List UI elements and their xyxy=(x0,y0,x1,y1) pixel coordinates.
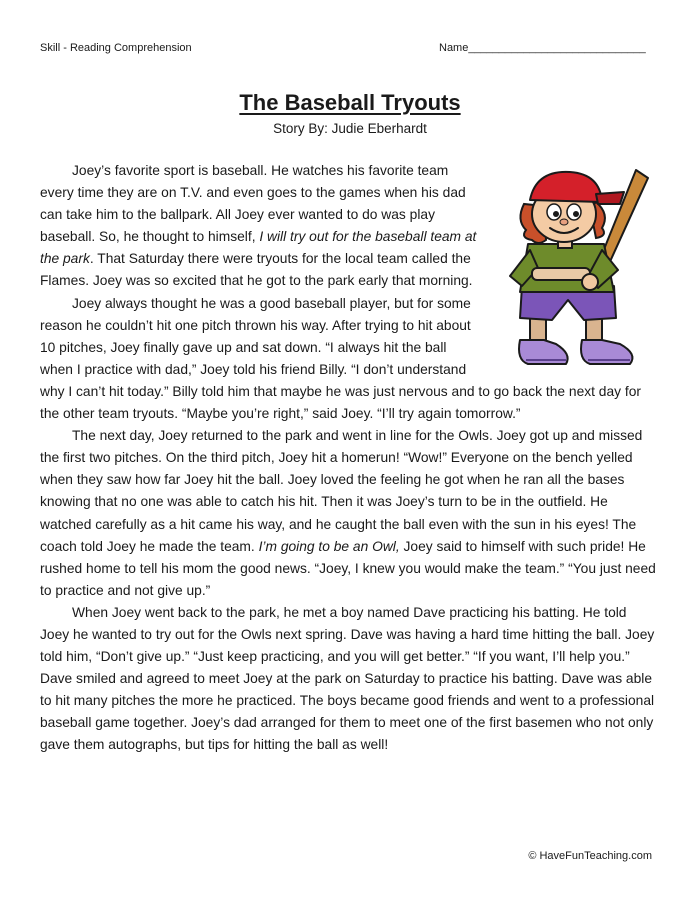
story-text: Joey said to himself with such pride! He rushed home to tell his mom the good news. “Joey, I knew you would make the team.” “You just need to practice and not give up.” xyxy=(40,538,656,598)
story-thought-italic: I will try out for the baseball team at the park xyxy=(40,229,477,267)
story-body xyxy=(40,160,656,757)
story-text: The next day, Joey returned to the park and went in line for the Owls. Joey got up and missed the first two pitches. On the third pitch, Joey hit a homerun! “Wow!” Everyone on the bench yelled when they saw how far Joey hit the ball. Joey loved the feeling he got when he ran all the bases knowing that no one was able to catch his hit. Then it was Joey’s turn to be in the outfield. He watched carefully as a hit came his way, and he caught the ball even with the sun in his eyes! The coach told Joey he made the team. xyxy=(40,428,643,554)
name-field-label: Name_____________________________ xyxy=(439,42,646,54)
story-text: . That Saturday there were tryouts for the local team called the Flames. Joey was so excited that he got to the park early that morning. xyxy=(40,251,473,289)
story-paragraph: When Joey went back to the park, he met a boy named Dave practicing his batting. He told Joey he wanted to try out for the Owls next spring. Dave was having a hard time hitting the ball. Joey told him, “Don’t give up.” “Just keep practicing, and you will get better.” “If you want, I’ll help you.” Dave smiled and agreed to meet Joey at the park on Saturday to practice his batting. Dave was able to hit many pitches the more he practiced. The boys became good friends and went to a professional baseball game together. Joey’s dad arranged for them to meet one of the first basemen who not only gave them autographs, but tips for hitting the ball as well! xyxy=(40,604,655,753)
baseball-player-illustration xyxy=(486,164,664,372)
story-paragraph: Joey always thought he was a good baseball player, but for some reason he couldn’t hit one pitch thrown his way. After trying to hit about 10 pitches, Joey finally gave up and sat down. “I always hit the ball when I practice with dad,” Joey told his friend Billy. “I don’t understand why I can’t hit today.” Billy told him that maybe he was just nervous and to go back the next day for the other team tryouts. “Maybe you’re right,” said Joey. “I’ll try again tomorrow.” xyxy=(40,295,641,422)
story-text: Joey’s favorite sport is baseball. He watches his favorite team every time they are on T.V. and even goes to the games when his dad can take him to the ballpark. All Joey ever wanted to do was play baseball. So, he thought to himself, xyxy=(40,163,466,245)
copyright-footer: © HaveFunTeaching.com xyxy=(528,850,652,862)
story-title: The Baseball Tryouts xyxy=(239,90,461,115)
story-thought-italic: I’m going to be an Owl, xyxy=(258,538,400,554)
skill-label: Skill - Reading Comprehension xyxy=(40,42,192,54)
story-paragraph xyxy=(40,425,656,602)
story-byline: Story By: Judie Eberhardt xyxy=(273,121,427,136)
